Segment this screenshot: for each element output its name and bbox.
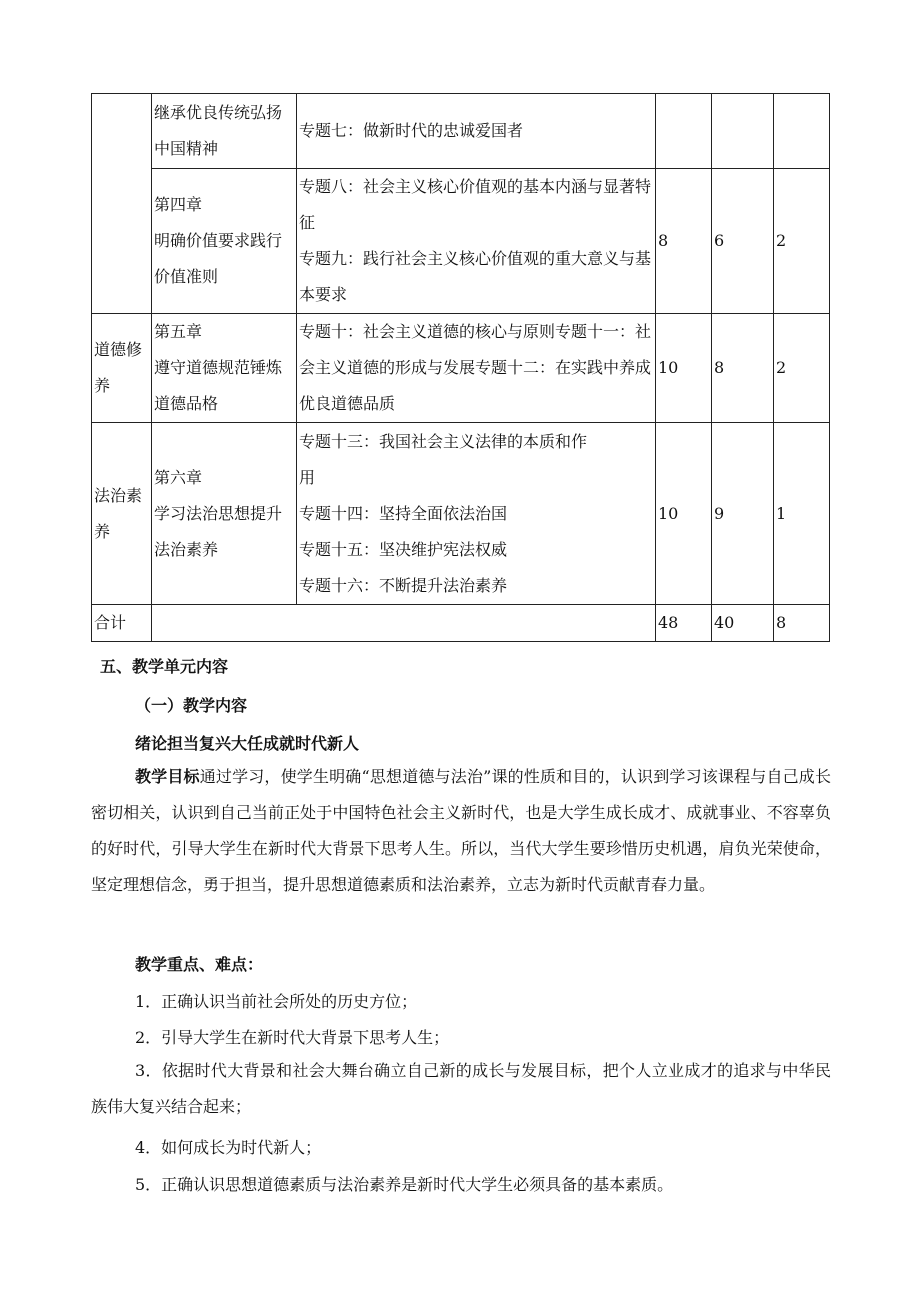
list-item: 5．正确认识思想道德素质与法治素养是新时代大学生必须具备的基本素质。 xyxy=(135,1175,674,1194)
topic-cell: 专题七：做新时代的忠诚爱国者 xyxy=(297,94,656,169)
hours-theory-cell: 9 xyxy=(712,423,774,605)
section-cell: 法治素养 xyxy=(92,423,152,605)
table-row xyxy=(92,314,830,423)
chapter-cell: 第五章 遵守道德规范锤炼道德品格 xyxy=(152,314,297,423)
hours-practice-cell: 1 xyxy=(774,423,830,605)
hours-theory-cell: 6 xyxy=(712,169,774,314)
topic-cell: 专题十：社会主义道德的核心与原则专题十一：社会主义道德的形成与发展专题十二：在实践中养成优良道德品质 xyxy=(297,314,656,423)
topic-cell: 专题十三：我国社会主义法律的本质和作 用 专题十四：坚持全面依法治国 专题十五：坚决维护宪法权威 专题十六：不断提升法治素养 xyxy=(297,423,656,605)
unit-title: 绪论担当复兴大任成就时代新人 xyxy=(135,734,360,753)
hours-practice-cell: 2 xyxy=(774,169,830,314)
table-row xyxy=(92,169,830,314)
total-label-cell: 合计 xyxy=(92,605,152,642)
hours-practice-cell: 2 xyxy=(774,314,830,423)
chapter-cell: 第四章 明确价值要求践行价值准则 xyxy=(152,169,297,314)
hours-theory-cell: 40 xyxy=(712,605,774,642)
table-row xyxy=(92,94,830,169)
hours-practice-cell: 8 xyxy=(774,605,830,642)
chapter-cell: 第六章 学习法治思想提升法治素养 xyxy=(152,423,297,605)
list-item: 1．正确认识当前社会所处的历史方位； xyxy=(135,992,418,1011)
hours-theory-cell xyxy=(712,94,774,169)
hours-theory-cell: 8 xyxy=(712,314,774,423)
section-cell-empty xyxy=(92,94,152,314)
teaching-goals-text: 通过学习，使学生明确“思想道德与法治”课的性质和目的，认识到学习该课程与自己成长密切相关，认识到自己当前正处于中国特色社会主义新时代，也是大学生成长成才、成就事业、不容辜负的好时代，引导大学生在新时代大背景下思考人生。所以，当代大学生要珍惜历史机遇，肩负光荣使命，坚定理想信念，勇于担当，提升思想道德素质和法治素养，立志为新时代贡献青春力量。 xyxy=(91,767,831,894)
teaching-goals-label: 教学目标 xyxy=(135,767,200,786)
table-row-total xyxy=(92,605,830,642)
section-cell: 道德修养 xyxy=(92,314,152,423)
hours-total-cell: 10 xyxy=(656,423,712,605)
list-item: 3．依据时代大背景和社会大舞台确立自己新的成长与发展目标，把个人立业成才的追求与中华民族伟大复兴结合起来； xyxy=(91,1061,831,1116)
course-schedule-table xyxy=(91,93,830,642)
table-row xyxy=(92,423,830,605)
key-points-heading: 教学重点、难点： xyxy=(135,955,264,974)
hours-total-cell: 10 xyxy=(656,314,712,423)
section-heading: 五、教学单元内容 xyxy=(100,657,229,676)
total-empty-cell xyxy=(152,605,656,642)
teaching-goals-paragraph xyxy=(91,759,831,903)
list-item: 4．如何成长为时代新人； xyxy=(135,1138,322,1157)
list-item: 2．引导大学生在新时代大背景下思考人生； xyxy=(135,1028,450,1047)
hours-total-cell: 48 xyxy=(656,605,712,642)
subsection-heading: （一）教学内容 xyxy=(135,696,248,715)
chapter-cell: 继承优良传统弘扬中国精神 xyxy=(152,94,297,169)
hours-total-cell: 8 xyxy=(656,169,712,314)
hours-practice-cell xyxy=(774,94,830,169)
hours-total-cell xyxy=(656,94,712,169)
topic-cell: 专题八：社会主义核心价值观的基本内涵与显著特征 专题九：践行社会主义核心价值观的重大意义与基本要求 xyxy=(297,169,656,314)
